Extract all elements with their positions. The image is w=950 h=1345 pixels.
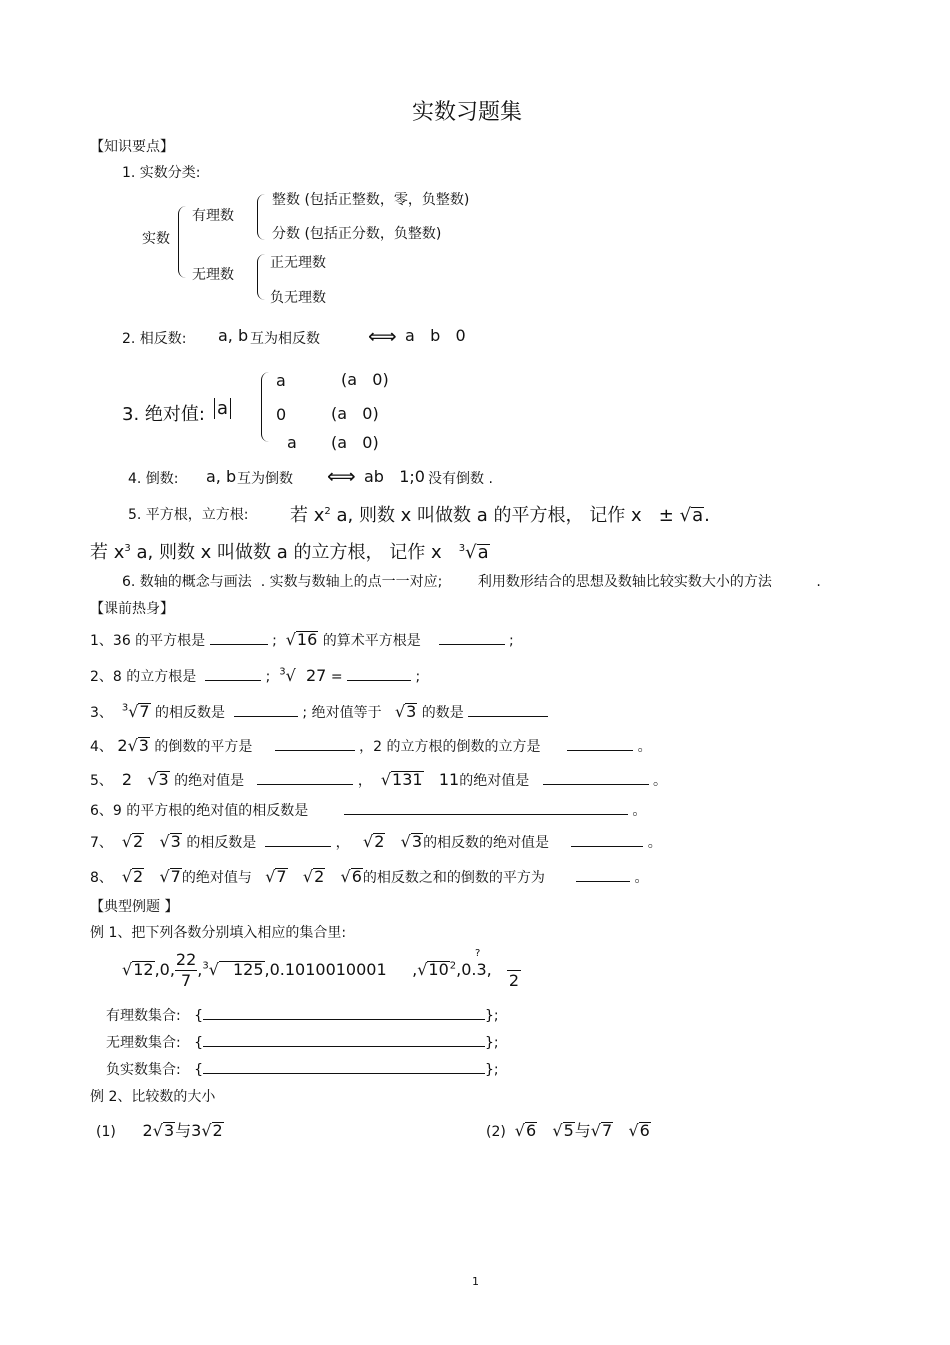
q7-end: 。: [647, 835, 662, 851]
ex1-heading: 例 1、把下列各数分别填入相应的集合里:: [90, 925, 347, 941]
k1-rational: 有理数: [192, 208, 234, 224]
q7-blank-2[interactable]: [571, 832, 643, 847]
ex1-set-rational: [106, 1005, 499, 1025]
k5-l2a: 若 x: [90, 542, 125, 563]
k5-l2sup: 3: [124, 543, 131, 554]
k6-text: 6. 数轴的概念与画法 . 实数与数轴上的点一一对应; 利用数形结合的思想及数轴比较实数大小的方法 .: [122, 574, 821, 590]
ex1-frac2: [507, 950, 521, 991]
q2-text-a: 2、8 的立方根是: [90, 669, 197, 685]
q2: 2、8 的立方根是 ; $^3$√ 27 = ;: [90, 666, 421, 685]
ex1-set1-label: 有理数集合:: [106, 1008, 181, 1024]
k3-case3-value: a: [287, 433, 297, 452]
section-heading-warmup: 【课前热身】: [90, 601, 174, 617]
k4-label: 4. 倒数:: [128, 471, 179, 487]
q8: 8、 √2 √7的绝对值与 √7 √2 √6的相反数之和的倒数的平方为 。: [90, 867, 649, 886]
q8-blank[interactable]: [576, 867, 630, 882]
ex1-set1-blank[interactable]: [203, 1005, 485, 1020]
k2-desc: 互为相反数: [250, 331, 320, 347]
q5: 5、 2 √3 的绝对值是 ， √131 11的绝对值是 。: [90, 770, 668, 789]
ex1-p1: ,0,: [154, 960, 175, 979]
q7-text-c: ，: [335, 835, 350, 851]
q5-blank-2[interactable]: [543, 770, 649, 785]
q7-text-b: 的相反数是: [186, 835, 257, 851]
q3-blank-1[interactable]: [234, 702, 298, 717]
section-heading-knowledge: 【知识要点】: [90, 139, 174, 155]
q7-text-d: 的相反数的绝对值是: [423, 835, 550, 851]
q4-blank-2[interactable]: [567, 736, 633, 751]
ex2-e1r1: 3: [163, 1121, 175, 1140]
q5-end: 。: [653, 773, 668, 789]
ex1-set3-label: 负实数集合:: [106, 1062, 181, 1078]
q8-text-a: 8、: [90, 870, 113, 886]
ex2-e2r3: 7: [602, 1121, 613, 1140]
k2-label: 2. 相反数:: [122, 331, 187, 347]
ex1-r2: 125: [219, 961, 265, 978]
q4-rad: 3: [138, 736, 149, 755]
q8-r5: 6: [351, 867, 362, 886]
ex2-e2r4: 6: [639, 1121, 650, 1140]
ex1-set3-rb: };: [485, 1062, 499, 1078]
ex2-p2: (2): [486, 1124, 506, 1140]
k3-abs-a-text: a: [217, 398, 229, 419]
ex1-p5: ,0.3,: [456, 960, 492, 979]
q5-rad: 3: [158, 770, 169, 789]
k5-l1sup: 2: [324, 506, 331, 517]
q5-text-d: 的绝对值是: [459, 773, 530, 789]
q4-blank-1[interactable]: [275, 736, 355, 751]
page-number: 1: [472, 1275, 479, 1288]
q8-text-c: 的相反数之和的倒数的平方为: [362, 870, 545, 886]
q7: 7、 √2 √3 的相反数是 ， √2 √3的相反数的绝对值是 。: [90, 832, 662, 851]
iff-arrow-icon: ⟺: [368, 324, 397, 348]
q5-num: 11: [438, 770, 460, 789]
ex2-e2r1: 6: [525, 1121, 537, 1140]
k2-rhs: a b 0: [405, 326, 466, 345]
q8-text-b: 的绝对值与: [181, 870, 252, 886]
k1-pos-irrational: 正无理数: [270, 255, 326, 271]
q2-blank-2[interactable]: [347, 666, 411, 681]
q1-semi1: ;: [272, 633, 277, 649]
ex2-heading: 例 2、比较数的大小: [90, 1089, 216, 1105]
q8-r2: 7: [170, 867, 181, 886]
k1-heading: 1. 实数分类:: [122, 165, 201, 181]
q1-semi2: ;: [508, 633, 514, 649]
q1: 1、36 的平方根是 ; √16 的算术平方根是 ;: [90, 630, 514, 649]
q8-end: 。: [634, 870, 649, 886]
q2-blank-1[interactable]: [205, 666, 261, 681]
ex1-set2-rb: };: [485, 1035, 499, 1051]
ex1-p2: ,: [197, 960, 203, 979]
q2-semi2: ;: [415, 669, 421, 685]
k1-root: 实数: [142, 231, 170, 247]
ex2-part2: (2) √6 √5与√7 √6: [486, 1121, 650, 1140]
q3-text-a: 3、: [90, 705, 113, 721]
brace-abs: [261, 372, 270, 442]
k3-label: 3. 绝对值:: [122, 404, 205, 425]
q3-rad2: 3: [406, 702, 417, 721]
q3-text-c: ; 绝对值等于: [302, 705, 382, 721]
ex1-r1: 12: [133, 960, 154, 979]
q7-blank-1[interactable]: [265, 832, 331, 847]
k3-case1-value: a: [276, 371, 286, 390]
q3-blank-2[interactable]: [468, 702, 548, 717]
k5-line1: 若 $x^2$ a, 则数 x 叫做数 a 的平方根， 记作 x ± √a.: [290, 505, 710, 526]
k3-case1-cond: (a 0): [341, 370, 389, 389]
ex1-p3: ,0.1010010001: [264, 960, 387, 979]
ex2-part1: (1) 2√3与3√2: [96, 1121, 223, 1140]
ex1-frac-num: 22: [175, 950, 197, 969]
k1-irrational: 无理数: [192, 267, 234, 283]
k5-l2b: a, 则数 x 叫做数 a 的立方根， 记作 x: [136, 542, 442, 563]
q5-co: 2: [121, 770, 133, 789]
ex1-frac2-den: 2: [508, 971, 520, 990]
q7-r1: 2: [133, 832, 144, 851]
ex2-e1b: 与3: [175, 1121, 202, 1140]
k5-dot: .: [704, 505, 710, 526]
k3-case2-value: 0: [276, 405, 287, 424]
q3-idx: 3: [121, 702, 129, 714]
q1-text-b: 的算术平方根是: [322, 633, 421, 649]
k5-l1b: a, 则数 x 叫做数 a 的平方根， 记作 x: [336, 505, 642, 526]
ex1-set-irrational: [106, 1032, 499, 1052]
q8-r3: 7: [276, 867, 287, 886]
k3-case3-cond: (a 0): [331, 433, 379, 452]
q3-text-d: 的数是: [421, 705, 464, 721]
q1-text-a: 1、36 的平方根是: [90, 633, 206, 649]
brace-root: [178, 206, 187, 278]
q4-end: 。: [637, 739, 652, 755]
q4-text-c: ，2 的立方根的倒数的立方是: [359, 739, 541, 755]
k1-integer: 整数 (包括正整数，零，负整数): [272, 192, 470, 208]
k3-abs-a: [214, 398, 231, 419]
ex1-set2-blank[interactable]: [203, 1032, 485, 1047]
k3-case2-cond: (a 0): [331, 404, 379, 423]
k5-rad2: a: [477, 542, 489, 563]
q5-text-c: ，: [357, 773, 372, 789]
ex1-dotmark: ?: [475, 948, 481, 959]
ex1-set-negative: [106, 1059, 499, 1079]
k5-idx3: 3: [458, 543, 466, 554]
ex1-p4: ,: [412, 960, 418, 979]
q5-rad2: 131: [392, 770, 423, 789]
ex2-e2r2: 5: [563, 1121, 574, 1140]
q1-blank-1[interactable]: [210, 630, 268, 645]
q8-r1: 2: [133, 867, 144, 886]
q2-rad: 27: [306, 666, 327, 685]
k4-tail: 没有倒数 .: [428, 471, 493, 487]
k5-label: 5. 平方根，立方根:: [128, 507, 249, 523]
q1-blank-2[interactable]: [439, 630, 505, 645]
ex1-r3: 10: [428, 960, 449, 979]
ex1-frac2-num: [507, 950, 521, 971]
q5-text-a: 5、: [90, 773, 113, 789]
q4-text-a: 4、: [90, 739, 113, 755]
ex1-numbers: √12,0, $\frac{22}{7}$ ,$^3$√ 125,0.1010010001 $,√10^2,0.3$, 2: [122, 950, 520, 990]
q3-text-b: 的相反数是: [155, 705, 226, 721]
k4-desc: 互为倒数: [237, 471, 293, 487]
q2-eq: =: [330, 669, 343, 685]
q6-blank[interactable]: [344, 800, 628, 815]
ex1-sup: 2: [449, 960, 457, 972]
ex1-set3-lb: {: [194, 1062, 203, 1078]
page-title: 实数习题集: [412, 100, 523, 125]
ex1-set2-label: 无理数集合:: [106, 1035, 181, 1051]
k5-line2: 若 $x^3$ a, 则数 x 叫做数 a 的立方根， 记作 x $^3$√a: [90, 542, 489, 563]
q5-blank-1[interactable]: [257, 770, 353, 785]
ex2-e1r2: 2: [212, 1121, 223, 1140]
q7-text-a: 7、: [90, 835, 113, 851]
ex1-idx: 3: [202, 960, 209, 972]
q7-r3: 2: [374, 832, 385, 851]
q2-idx: 3: [279, 666, 286, 678]
ex2-p1: (1): [96, 1124, 116, 1140]
section-heading-examples: 【典型例题 】: [90, 899, 179, 915]
q6: [90, 800, 646, 820]
ex1-set2-lb: {: [194, 1035, 203, 1051]
k1-fraction: 分数 (包括正分数，负整数): [272, 226, 442, 242]
iff-arrow-icon-2: ⟺: [327, 464, 356, 488]
q4-co: 2: [117, 736, 128, 755]
ex2-e2b: 与: [574, 1121, 591, 1140]
k4-rhs: ab 1;0: [364, 467, 425, 486]
q1-rad: 16: [296, 630, 318, 649]
k5-pm: ±: [658, 505, 674, 526]
q5-text-b: 的绝对值是: [174, 773, 245, 789]
k5-l1a: 若 x: [290, 505, 325, 526]
q3-rad: 7: [139, 702, 150, 721]
q4-text-b: 的倒数的平方是: [154, 739, 253, 755]
ex1-set1-rb: };: [485, 1008, 499, 1024]
brace-rational: [257, 194, 266, 240]
ex1-set3-blank[interactable]: [203, 1059, 485, 1074]
ex1-set1-lb: {: [194, 1008, 203, 1024]
q7-r2: 3: [170, 832, 181, 851]
q2-semi1: ;: [265, 669, 271, 685]
q4: 4、 2√3 的倒数的平方是 ，2 的立方根的倒数的立方是 。: [90, 736, 652, 755]
q6-text-a: 6、9 的平方根的绝对值的相反数是: [90, 803, 309, 819]
q7-r4: 3: [411, 832, 423, 851]
k4-ab: a, b: [206, 467, 237, 486]
k5-rad1: a: [692, 505, 704, 526]
ex1-frac: [175, 950, 197, 991]
k2-ab: a, b: [218, 326, 249, 345]
k1-neg-irrational: 负无理数: [270, 290, 326, 306]
q8-r4: 2: [314, 867, 325, 886]
brace-irrational: [257, 254, 266, 300]
q3: 3、 $^3$√7 的相反数是 ; 绝对值等于 √3 的数是: [90, 702, 548, 722]
ex1-frac-den: 7: [181, 971, 192, 990]
ex2-e1a: 2: [142, 1121, 153, 1140]
q6-end: 。: [632, 803, 647, 819]
